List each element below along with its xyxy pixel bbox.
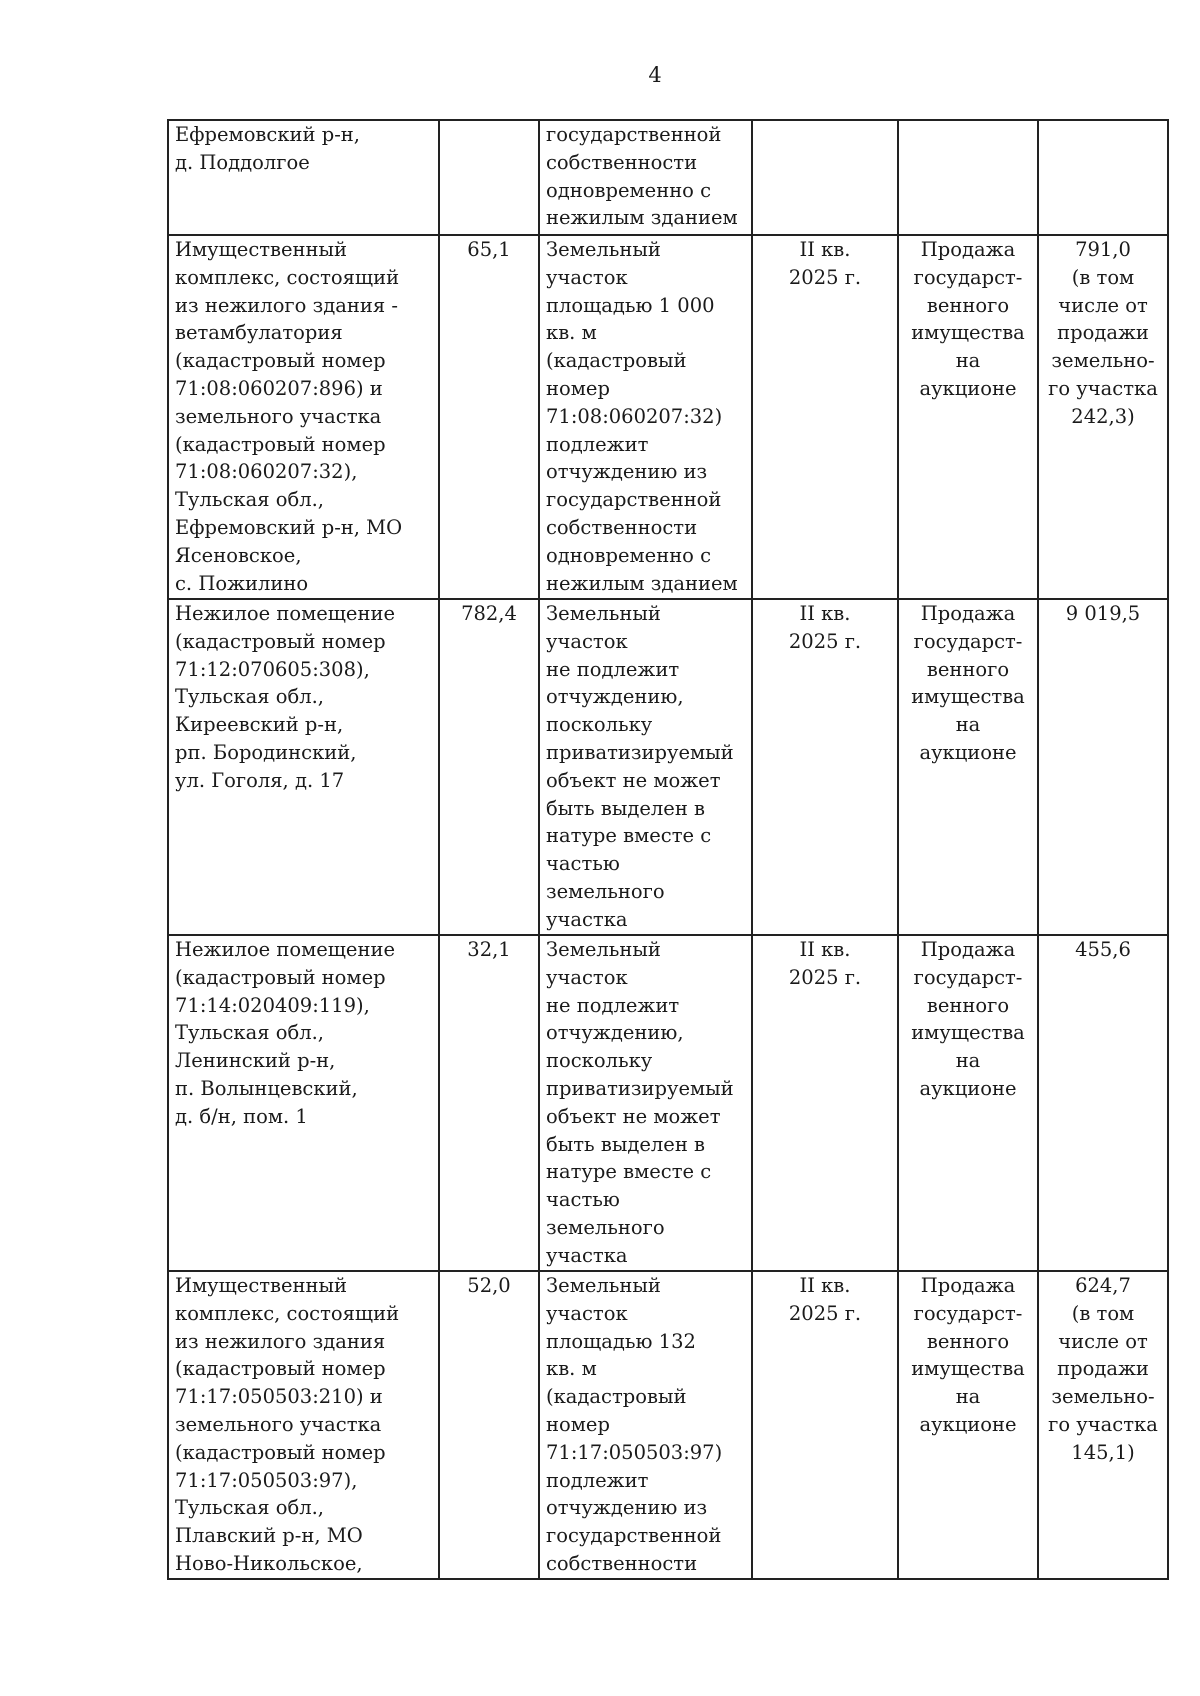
land-plot-cell: Земельный участок не подлежит отчуждению, поскольку приватизируемый объект не может быть выделен в натуре вместе с частью земельного участка — [539, 599, 752, 935]
term-cell: II кв. 2025 г. — [752, 235, 898, 599]
table-row — [168, 120, 1168, 235]
price-cell: 624,7 (в том числе от продажи земельно- го участка 145,1) — [1038, 1271, 1168, 1579]
price-cell: 455,6 — [1038, 935, 1168, 1271]
method-cell: Продажа государст- венного имущества на аукционе — [898, 1271, 1038, 1579]
area-cell: 782,4 — [439, 599, 539, 935]
table-row — [168, 599, 1168, 935]
object-cell: Нежилое помещение (кадастровый номер 71:12:070605:308), Тульская обл., Киреевский р-н, рп. Бородинский, ул. Гоголя, д. 17 — [168, 599, 439, 935]
privatization-table — [167, 119, 1169, 1580]
land-plot-cell: Земельный участок не подлежит отчуждению, поскольку приватизируемый объект не может быть выделен в натуре вместе с частью земельного участка — [539, 935, 752, 1271]
land-plot-cell: Земельный участок площадью 132 кв. м (кадастровый номер 71:17:050503:97) подлежит отчуждению из государственной собственности — [539, 1271, 752, 1579]
term-cell — [752, 120, 898, 235]
object-cell: Ефремовский р-н, д. Поддолгое — [168, 120, 439, 235]
method-cell: Продажа государст- венного имущества на аукционе — [898, 235, 1038, 599]
term-cell: II кв. 2025 г. — [752, 599, 898, 935]
object-cell: Имущественный комплекс, состоящий из нежилого здания (кадастровый номер 71:17:050503:210) и земельного участка (кадастровый номер 71:17:050503:97), Тульская обл., Плавский р-н, МО Ново-Никольское, — [168, 1271, 439, 1579]
price-cell: 9 019,5 — [1038, 599, 1168, 935]
price-cell: 791,0 (в том числе от продажи земельно- го участка 242,3) — [1038, 235, 1168, 599]
area-cell — [439, 120, 539, 235]
land-plot-cell: государственной собственности одновременно с нежилым зданием — [539, 120, 752, 235]
table-row — [168, 235, 1168, 599]
method-cell — [898, 120, 1038, 235]
object-cell: Имущественный комплекс, состоящий из нежилого здания - ветамбулатория (кадастровый номер 71:08:060207:896) и земельного участка (кадастровый номер 71:08:060207:32), Тульская обл., Ефремовский р-н, МО Ясеновское, с. Пожилино — [168, 235, 439, 599]
land-plot-cell: Земельный участок площадью 1 000 кв. м (кадастровый номер 71:08:060207:32) подлежит отчуждению из государственной собственности одновременно с нежилым зданием — [539, 235, 752, 599]
term-cell: II кв. 2025 г. — [752, 935, 898, 1271]
table-row — [168, 935, 1168, 1271]
term-cell: II кв. 2025 г. — [752, 1271, 898, 1579]
method-cell: Продажа государст- венного имущества на аукционе — [898, 935, 1038, 1271]
area-cell: 65,1 — [439, 235, 539, 599]
area-cell: 52,0 — [439, 1271, 539, 1579]
page-number: 4 — [648, 63, 662, 87]
object-cell: Нежилое помещение (кадастровый номер 71:14:020409:119), Тульская обл., Ленинский р-н, п. Волынцевский, д. б/н, пом. 1 — [168, 935, 439, 1271]
method-cell: Продажа государст- венного имущества на аукционе — [898, 599, 1038, 935]
table-row — [168, 1271, 1168, 1579]
area-cell: 32,1 — [439, 935, 539, 1271]
price-cell — [1038, 120, 1168, 235]
